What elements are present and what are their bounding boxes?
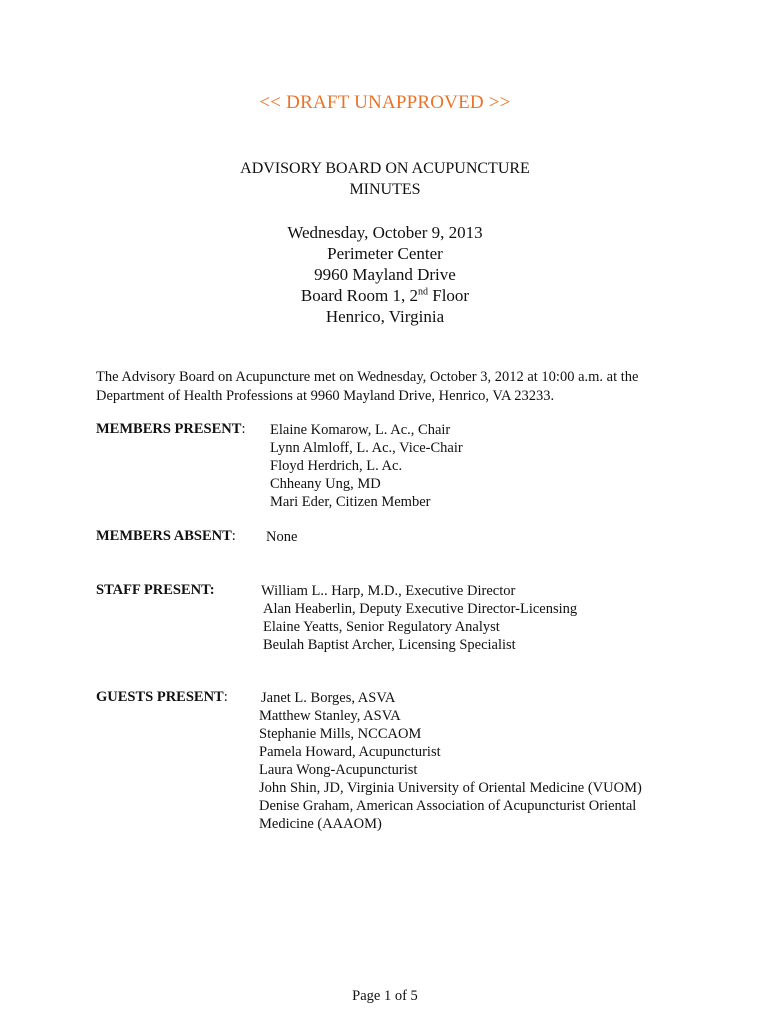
intro-paragraph [96,368,638,406]
members-present-list [270,421,463,511]
page-number: Page 1 of 5 [352,988,418,1004]
list-item: Elaine Yeatts, Senior Regulatory Analyst [263,619,500,635]
list-item: John Shin, JD, Virginia University of Oriental Medicine (VUOM) [259,780,642,796]
list-item: Janet L. Borges, ASVA [261,690,396,706]
list-item: Pamela Howard, Acupuncturist [259,744,441,760]
list-item: Beulah Baptist Archer, Licensing Specialist [263,637,516,653]
staff-present-list [261,582,577,654]
meeting-room-sup: nd [418,286,428,298]
meeting-room [0,286,770,306]
list-item: William L.. Harp, M.D., Executive Director [261,583,516,599]
list-item: Matthew Stanley, ASVA [259,708,401,724]
document-title: ADVISORY BOARD ON ACUPUNCTURE [240,160,530,177]
meeting-street: 9960 Mayland Drive [314,265,456,284]
list-item: Mari Eder, Citizen Member [270,494,431,510]
staff-present-label: STAFF PRESENT: [96,582,215,598]
intro-line-1: The Advisory Board on Acupuncture met on Wednesday, October 3, 2012 at 10:00 a.m. at the [96,369,639,385]
guests-present-list [259,689,642,833]
members-absent-value: None [266,529,298,545]
members-absent-label: MEMBERS ABSENT: [96,528,236,544]
meeting-city: Henrico, Virginia [325,307,445,326]
members-present-label: MEMBERS PRESENT: [96,421,246,437]
list-item: Alan Heaberlin, Deputy Executive Director-Licensing [263,601,578,617]
document-subtitle: MINUTES [349,181,421,198]
list-item: Medicine (AAAOM) [259,816,382,832]
intro-line-2: Department of Health Professions at 9960 Mayland Drive, Henrico, VA 23233. [96,388,555,404]
list-item: Stephanie Mills, NCCAOM [259,726,422,742]
list-item: Elaine Komarow, L. Ac., Chair [270,422,451,438]
draft-banner: << DRAFT UNAPPROVED >> [259,92,511,113]
list-item: Denise Graham, American Association of Acupuncturist Oriental [259,798,637,814]
meeting-room-suffix: Floor [428,286,470,305]
meeting-venue: Perimeter Center [327,244,443,263]
list-item: Floyd Herdrich, L. Ac. [270,458,403,474]
meeting-room-prefix: Board Room 1, 2 [300,286,418,305]
meeting-date: Wednesday, October 9, 2013 [287,223,483,242]
list-item: Lynn Almloff, L. Ac., Vice-Chair [270,440,463,456]
guests-present-label: GUESTS PRESENT: [96,689,228,705]
list-item: Laura Wong-Acupuncturist [259,762,418,778]
list-item: Chheany Ung, MD [270,476,381,492]
